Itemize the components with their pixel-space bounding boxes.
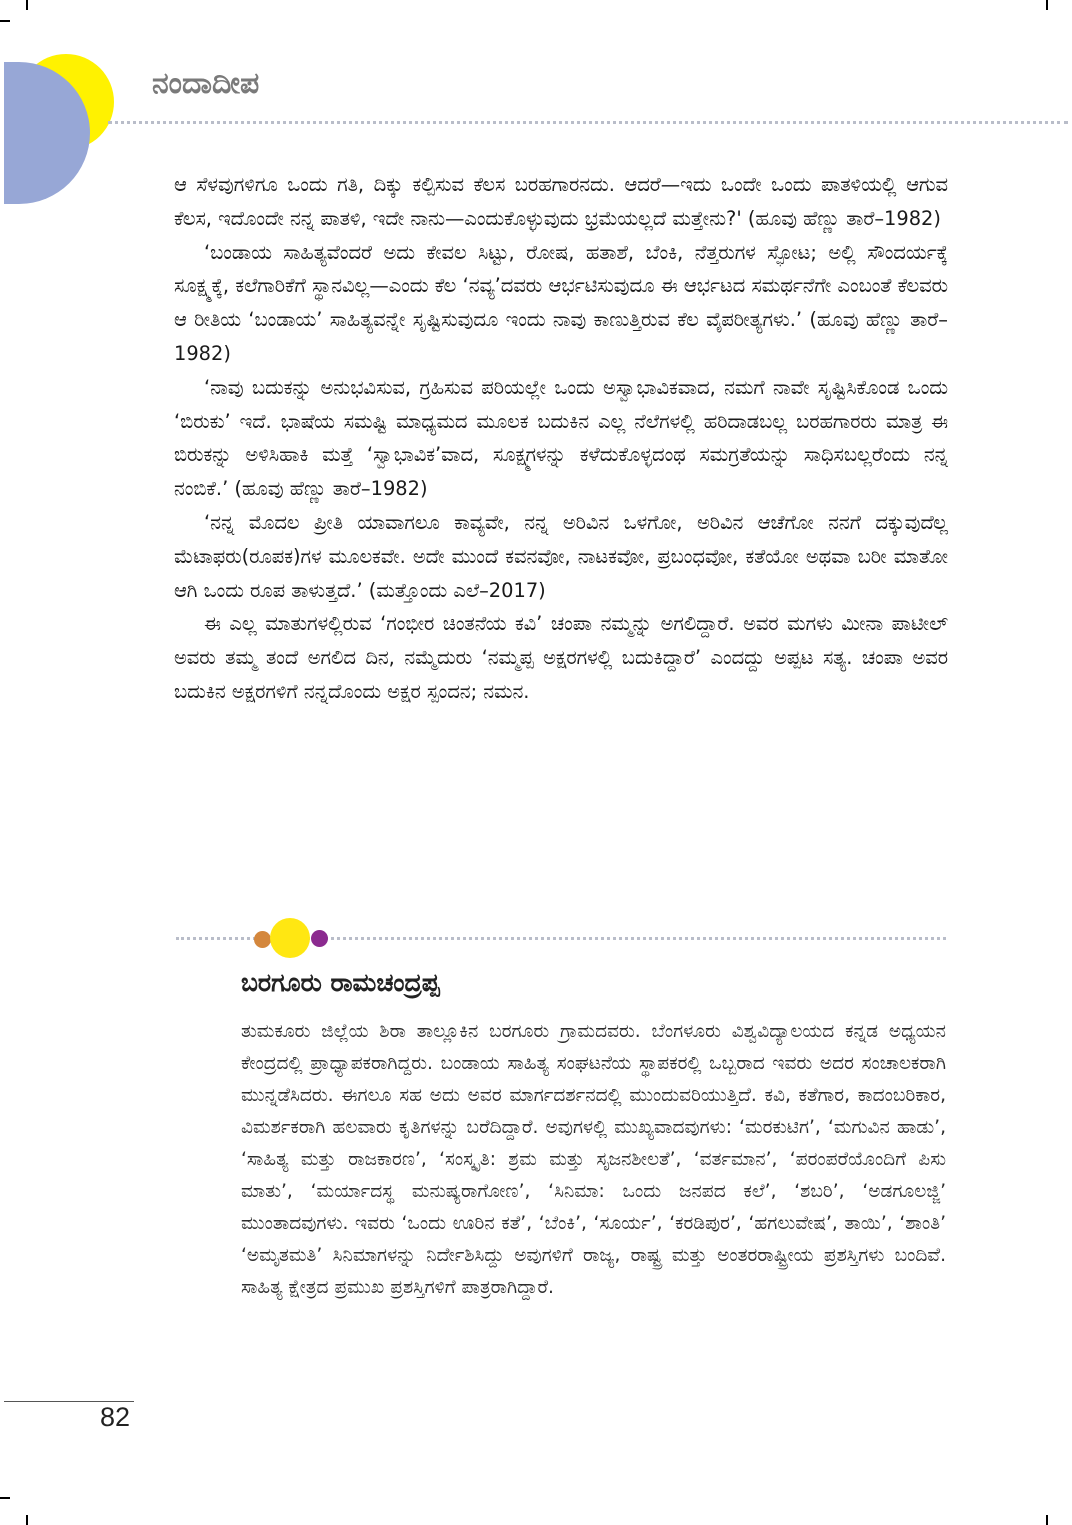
crop-mark	[1046, 1515, 1048, 1525]
paragraph: ‘ಬಂಡಾಯ ಸಾಹಿತ್ಯವೆಂದರೆ ಅದು ಕೇವಲ ಸಿಟ್ಟು, ರೋಷ, ಹತಾಶೆ, ಬೆಂಕಿ, ನೆತ್ತರುಗಳ ಸ್ಫೋಟ; ಅಲ್ಲಿ ಸೌಂದರ್ಯಕ್ಕೆ ಸೂಕ್ಷ್ಮಕ್ಕೆ, ಕಲೆಗಾರಿಕೆಗೆ ಸ್ಥಾನವಿಲ್ಲ—ಎಂದು ಕೆಲ ‘ನವ್ಯ’ದವರು ಆರ್ಭಟಿಸುವುದೂ ಈ ಆರ್ಭಟದ ಸಮರ್ಥನೆಗೇ ಎಂಬಂತೆ ಕೆಲವರು ಆ ರೀತಿಯ ‘ಬಂಡಾಯ’ ಸಾಹಿತ್ಯವನ್ನೇ ಸೃಷ್ಟಿಸುವುದೂ ಇಂದು ನಾವು ಕಾಣುತ್ತಿರುವ ಕೆಲ ವೈಪರೀತ್ಯಗಳು.’ (ಹೂವು ಹೆಣ್ಣು ತಾರೆ–1982)	[174, 240, 948, 365]
main-text	[174, 168, 948, 709]
crop-mark	[26, 1515, 28, 1525]
bio-text: ತುಮಕೂರು ಜಿಲ್ಲೆಯ ಶಿರಾ ತಾಲ್ಲೂಕಿನ ಬರಗೂರು ಗ್ರಾಮದವರು. ಬೆಂಗಳೂರು ವಿಶ್ವವಿದ್ಯಾಲಯದ ಕನ್ನಡ ಅಧ್ಯಯನ ಕೇಂದ್ರದಲ್ಲಿ ಪ್ರಾಧ್ಯಾಪಕರಾಗಿದ್ದರು. ಬಂಡಾಯ ಸಾಹಿತ್ಯ ಸಂಘಟನೆಯ ಸ್ಥಾಪಕರಲ್ಲಿ ಒಬ್ಬರಾದ ಇವರು ಅದರ ಸಂಚಾಲಕರಾಗಿ ಮುನ್ನಡೆಸಿದರು. ಈಗಲೂ ಸಹ ಅದು ಅವರ ಮಾರ್ಗದರ್ಶನದಲ್ಲಿ ಮುಂದುವರಿಯುತ್ತಿದೆ. ಕವಿ, ಕತೆಗಾರ, ಕಾದಂಬರಿಕಾರ, ವಿಮರ್ಶಕರಾಗಿ ಹಲವಾರು ಕೃತಿಗಳನ್ನು ಬರೆದಿದ್ದಾರೆ. ಅವುಗಳಲ್ಲಿ ಮುಖ್ಯವಾದವುಗಳು: ‘ಮರಕುಟಿಗ’, ‘ಮಗುವಿನ ಹಾಡು’, ‘ಸಾಹಿತ್ಯ ಮತ್ತು ರಾಜಕಾರಣ’, ‘ಸಂಸ್ಕೃತಿ: ಶ್ರಮ ಮತ್ತು ಸೃಜನಶೀಲತೆ’, ‘ವರ್ತಮಾನ’, ‘ಪರಂಪರೆಯೊಂದಿಗೆ ಪಿಸು ಮಾತು’, ‘ಮರ್ಯಾದಸ್ಥ ಮನುಷ್ಯರಾಗೋಣ’, ‘ಸಿನಿಮಾ: ಒಂದು ಜನಪದ ಕಲೆ’, ‘ಶಬರಿ’, ‘ಅಡಗೂಲಜ್ಜಿ’ ಮುಂತಾದವುಗಳು. ಇವರು ‘ಒಂದು ಊರಿನ ಕತೆ’, ‘ಬೆಂಕಿ’, ‘ಸೂರ್ಯ’, ‘ಕರಡಿಪುರ’, ‘ಹಗಲುವೇಷ’, ತಾಯಿ’, ‘ಶಾಂತಿ’ ‘ಅಮೃತಮತಿ’ ಸಿನಿಮಾಗಳನ್ನು ನಿರ್ದೇಶಿಸಿದ್ದು ಅವುಗಳಿಗೆ ರಾಜ್ಯ, ರಾಷ್ಟ್ರ ಮತ್ತು ಅಂತರರಾಷ್ಟ್ರೀಯ ಪ್ರಶಸ್ತಿಗಳು ಬಂದಿವೆ. ಸಾಹಿತ್ಯ ಕ್ಷೇತ್ರದ ಪ್ರಮುಖ ಪ್ರಶಸ್ತಿಗಳಿಗೆ ಪಾತ್ರರಾಗಿದ್ದಾರೆ.	[241, 1021, 946, 1298]
header-dotted-rule	[108, 121, 1068, 124]
paragraph: ಆ ಸೆಳವುಗಳಿಗೂ ಒಂದು ಗತಿ, ದಿಕ್ಕು ಕಲ್ಪಿಸುವ ಕೆಲಸ ಬರಹಗಾರನದು. ಆದರೆ—ಇದು ಒಂದೇ ಒಂದು ಪಾತಳಿಯಲ್ಲಿ ಆಗುವ ಕೆಲಸ, ಇದೊಂದೇ ನನ್ನ ಪಾತಳಿ, ಇದೇ ನಾನು—ಎಂದುಕೊಳ್ಳುವುದು ಭ್ರಮೆಯಲ್ಲದೆ ಮತ್ತೇನು?' (ಹೂವು ಹೆಣ್ಣು ತಾರೆ–1982)	[174, 173, 948, 230]
divider-yellow-dot	[270, 918, 310, 958]
crop-mark	[26, 0, 28, 10]
crop-mark	[0, 1497, 10, 1499]
crop-mark	[0, 20, 10, 22]
divider-orange-dot	[254, 931, 271, 948]
crop-mark	[1046, 0, 1048, 10]
divider-purple-dot	[311, 930, 328, 947]
paragraph: ‘ನಾವು ಬದುಕನ್ನು ಅನುಭವಿಸುವ, ಗ್ರಹಿಸುವ ಪರಿಯಲ್ಲೇ ಒಂದು ಅಸ್ವಾಭಾವಿಕವಾದ, ನಮಗೆ ನಾವೇ ಸೃಷ್ಟಿಸಿಕೊಂಡ ಒಂದು ‘ಬಿರುಕು’ ಇದೆ. ಭಾಷೆಯ ಸಮಷ್ಟಿ ಮಾಧ್ಯಮದ ಮೂಲಕ ಬದುಕಿನ ಎಲ್ಲ ನೆಲೆಗಳಲ್ಲಿ ಹರಿದಾಡಬಲ್ಲ ಬರಹಗಾರರು ಮಾತ್ರ ಈ ಬಿರುಕನ್ನು ಅಳಿಸಿಹಾಕಿ ಮತ್ತೆ ‘ಸ್ವಾಭಾವಿಕ’ವಾದ, ಸೂಕ್ಷ್ಮಗಳನ್ನು ಕಳೆದುಕೊಳ್ಳದಂಥ ಸಮಗ್ರತೆಯನ್ನು ಸಾಧಿಸಬಲ್ಲರೆಂದು ನನ್ನ ನಂಬಿಕೆ.’ (ಹೂವು ಹೆಣ್ಣು ತಾರೆ–1982)	[174, 375, 948, 501]
paragraph: ‘ನನ್ನ ಮೊದಲ ಪ್ರೀತಿ ಯಾವಾಗಲೂ ಕಾವ್ಯವೇ, ನನ್ನ ಅರಿವಿನ ಒಳಗೋ, ಅರಿವಿನ ಆಚೆಗೋ ನನಗೆ ದಕ್ಕುವುದೆಲ್ಲ ಮೆಟಾಫರು(ರೂಪಕ)ಗಳ ಮೂಲಕವೇ. ಅದೇ ಮುಂದೆ ಕವನವೋ, ನಾಟಕವೋ, ಪ್ರಬಂಧವೋ, ಕತೆಯೋ ಅಥವಾ ಬರೀ ಮಾತೋ ಆಗಿ ಒಂದು ರೂಪ ತಾಳುತ್ತದೆ.’ (ಮತ್ತೊಂದು ಎಲೆ–2017)	[174, 510, 948, 602]
page-number: 82	[100, 1402, 131, 1432]
paragraph: ಈ ಎಲ್ಲ ಮಾತುಗಳಲ್ಲಿರುವ ‘ಗಂಭೀರ ಚಿಂತನೆಯ ಕವಿ’ ಚಂಪಾ ನಮ್ಮನ್ನು ಅಗಲಿದ್ದಾರೆ. ಅವರ ಮಗಳು ಮೀನಾ ಪಾಟೀಲ್ ಅವರು ತಮ್ಮ ತಂದೆ ಅಗಲಿದ ದಿನ, ನಮ್ಮೆದುರು ‘ನಮ್ಮಪ್ಪ ಅಕ್ಷರಗಳಲ್ಲಿ ಬದುಕಿದ್ದಾರೆ’ ಎಂದದ್ದು ಅಪ್ಪಟ ಸತ್ಯ. ಚಂಪಾ ಅವರ ಬದುಕಿನ ಅಕ್ಷರಗಳಿಗೆ ನನ್ನದೊಂದು ಅಕ್ಷರ ಸ್ಪಂದನ; ನಮನ.	[174, 612, 948, 703]
bio-title: ಬರಗೂರು ರಾಮಚಂದ್ರಪ್ಪ	[241, 968, 440, 997]
running-header: ನಂದಾದೀಪ	[152, 66, 260, 101]
